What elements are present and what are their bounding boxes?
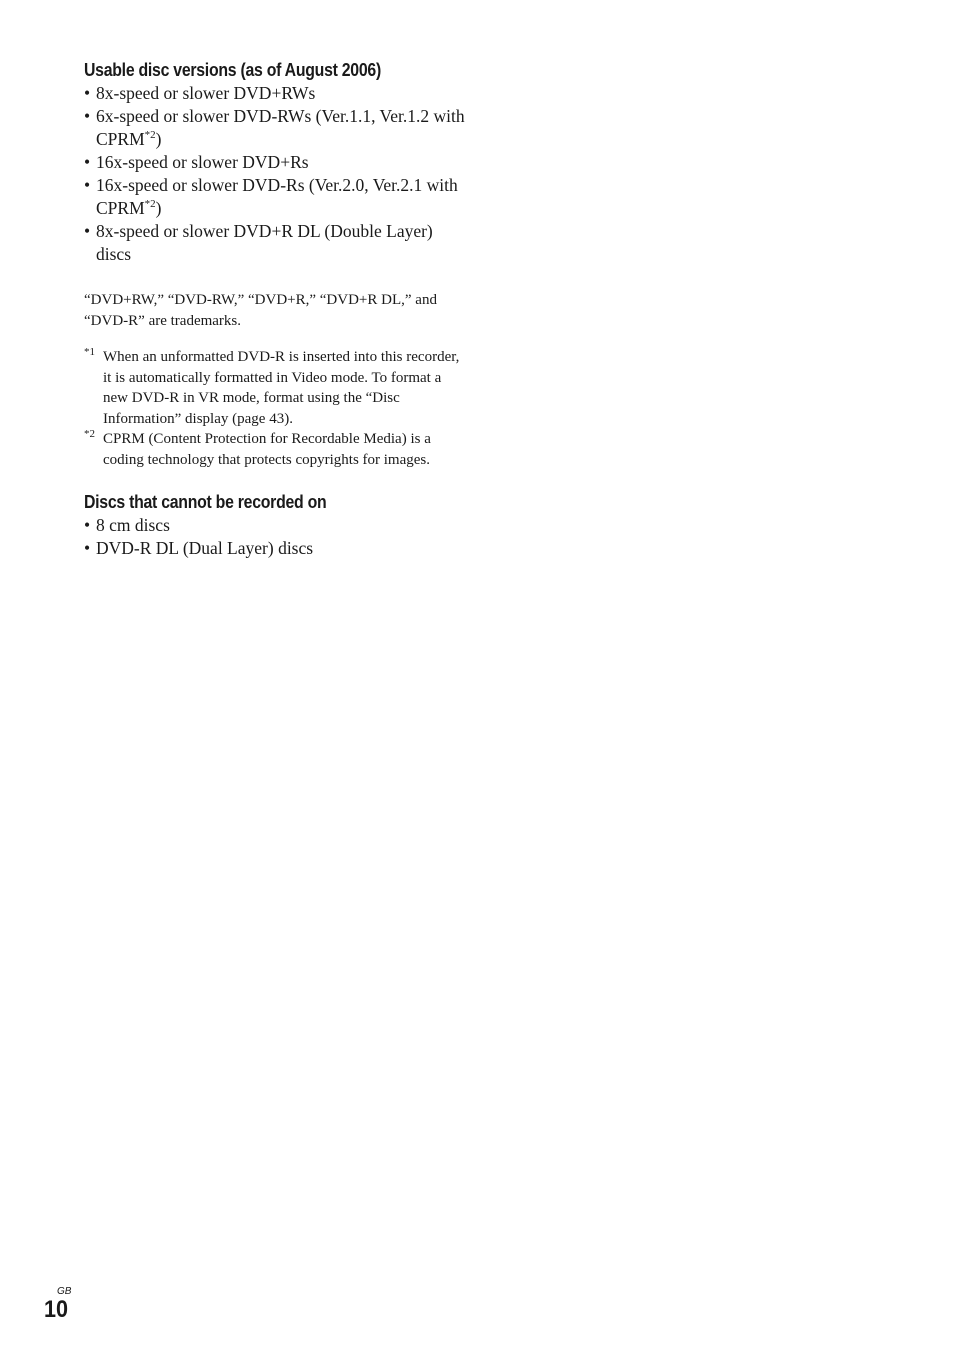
footnote-text: CPRM (Content Protection for Recordable Media) is a coding technology that protects copyrights for images.	[103, 431, 431, 468]
section-heading-usable-discs: Usable disc versions (as of August 2006)	[84, 60, 381, 80]
footnotes	[84, 347, 469, 470]
list-item: • 16x-speed or slower DVD-Rs (Ver.2.0, Ver.2.1 with CPRM$^{*2}$)	[84, 174, 469, 220]
list-item: • 16x-speed or slower DVD+Rs	[84, 151, 469, 174]
footnote-marker: *1	[84, 346, 95, 358]
list-item: • 8 cm discs	[84, 514, 469, 537]
content-column	[84, 58, 469, 560]
footnote-marker: *2	[84, 428, 95, 440]
footnote	[84, 347, 469, 429]
list-item: • DVD-R DL (Dual Layer) discs	[84, 537, 469, 560]
trademarks-note: “DVD+RW,” “DVD-RW,” “DVD+R,” “DVD+R DL,” and “DVD-R” are trademarks.	[84, 292, 437, 329]
region-code: GB	[57, 1286, 72, 1297]
list-item: • 6x-speed or slower DVD-RWs (Ver.1.1, Ver.1.2 with CPRM$^{*2}$)	[84, 105, 469, 151]
footnote-text: When an unformatted DVD-R is inserted into this recorder, it is automatically formatted in Video mode. To format a new DVD-R in VR mode, format using the “Disc Information” display (page 43).	[103, 349, 460, 427]
unrecordable-disc-list	[84, 514, 469, 560]
section-heading-unrecordable-discs: Discs that cannot be recorded on	[84, 492, 327, 512]
list-item: • 8x-speed or slower DVD+R DL (Double Layer) discs	[84, 220, 469, 266]
footnote-reference: *2	[144, 198, 156, 210]
page-number: 10	[44, 1296, 69, 1323]
usable-disc-list	[84, 82, 469, 266]
list-item: • 8x-speed or slower DVD+RWs	[84, 82, 469, 105]
page-footer	[44, 1286, 71, 1322]
footnote	[84, 429, 469, 470]
footnote-reference: *2	[144, 129, 156, 141]
